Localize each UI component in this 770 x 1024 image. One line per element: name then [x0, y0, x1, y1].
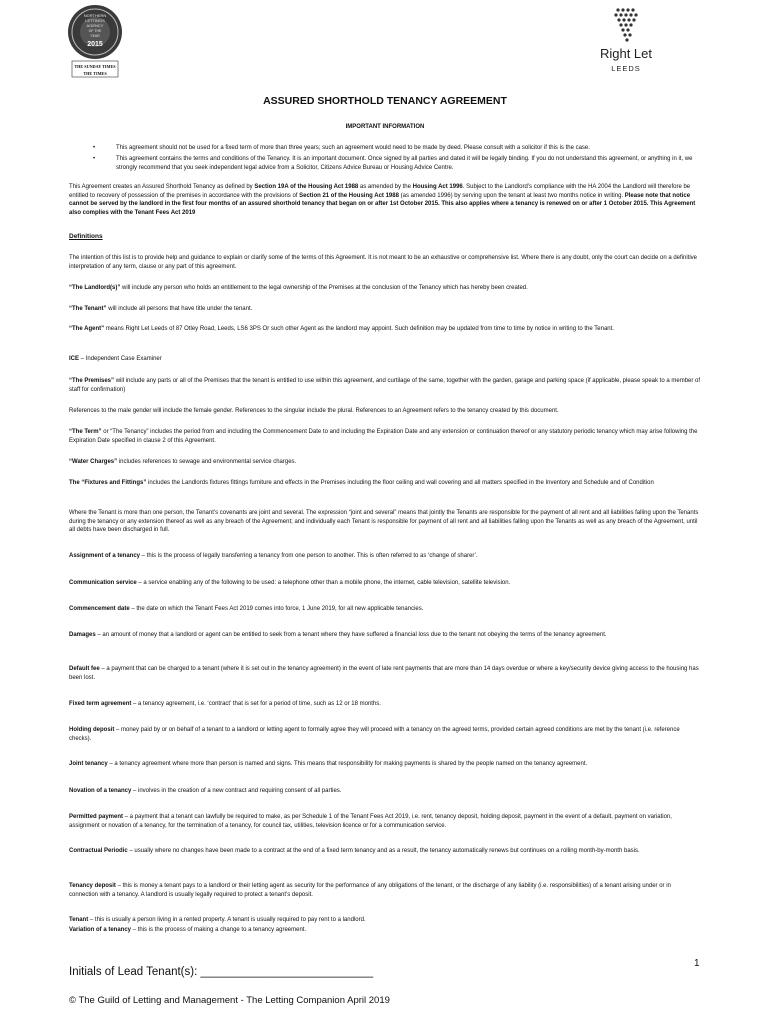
definition-item: Communication service – a service enabling any of the following to be used: a telephone other than a mobile phone, the internet, cable television, satellite television.	[69, 580, 511, 586]
information-bullet	[93, 155, 703, 173]
svg-text:THE TIMES: THE TIMES	[83, 71, 107, 76]
svg-text:LETTINGS: LETTINGS	[85, 18, 105, 23]
definition-item: Fixed term agreement – a tenancy agreement, i.e. ‘contract’ that is set for a period of time, such as 12 or 18 months.	[69, 701, 381, 707]
definition-item: ICE – Independent Case Examiner	[69, 356, 162, 362]
information-bullet	[93, 144, 703, 153]
definition-item: Tenancy deposit – this is money a tenant pays to a landlord or their letting agent as security for the performance of any obligations of the tenant, or the discharge of any liability (i.e. responsibilities) of a tenant arising under or in connection with a tenancy. A landlord is usually legally required to protect a tenant’s deposit.	[69, 883, 671, 898]
document-title: ASSURED SHORTHOLD TENANCY AGREEMENT	[263, 95, 507, 107]
brand-city: LEEDS	[611, 64, 641, 73]
definitions-heading: Definitions	[69, 233, 103, 240]
bullet-text: This agreement contains the terms and conditions of the Tenancy. It is an important document. Once signed by all parties and dated it will be legally binding. If you do not understand this agreement, or anything in it, we strongly recommend that you seek independent legal advice from a Solicitor, Citizens Advice Bureau or Housing Advice Centre.	[116, 156, 693, 171]
definition-item: “The Agent” means Right Let Leeds of 87 Otley Road, Leeds, LS6 3PS Or such other Agent as the landlord may appoint. Such definition may be updated from time to time by notice in writing to the Tenant.	[69, 326, 614, 332]
svg-text:AGENCY: AGENCY	[86, 23, 104, 28]
bullet-icon: •	[93, 156, 96, 162]
intro-paragraph: This Agreement creates an Assured Shorthold Tenancy as defined by Section 19A of the Housing Act 1988 as amended by the Housing Act 1996. Subject to the Landlord’s compliance with the HA 2004 the Landlord will therefore be entitled to recovery of possession of the premises in accordance with the provisions of Section 21 of the Housing Act 1988 (as amended 1996) by serving upon the tenant at least two months notice in writing. Please note that notice cannot be served by the landlord in the first four months of an assured shorthold tenancy that began on or after 1st October 2015. This also applies where a tenancy is renewed on or after 1 October 2015. This Agreement also complies with the Tenant Fees Act 2019	[69, 184, 696, 216]
definition-item: Permitted payment – a payment that a tenant can lawfully be required to make, as per Schedule 1 of the Tenant Fees Act 2019, i.e. rent, tenancy deposit, holding deposit, payment in the event of a default, payment on variation, assignment or novation of a tenancy, for the termination of a tenancy, for council tax, utilities, television licence or for a communication service.	[69, 814, 672, 829]
definition-item: The “Fixtures and Fittings” includes the Landlords fixtures fittings furniture and effects in the Premises including the floor ceiling and wall covering and all matters specified in the Inventory and Schedule and of Condition	[69, 480, 654, 486]
definition-item: Default fee – a payment that can be charged to a tenant (where it is set out in the tenancy agreement) in the event of late rent payments that are more than 14 days overdue or where a key/security device giving access to the housing has been lost.	[69, 666, 699, 681]
svg-text:THE SUNDAY TIMES: THE SUNDAY TIMES	[74, 64, 116, 69]
brand-name: Right Let	[599, 46, 653, 61]
definition-item: References to the male gender will include the female gender. References to the singular include the plural. References to an Agreement refers to the tenancy created by this document.	[69, 408, 559, 414]
svg-text:NORTHERN: NORTHERN	[83, 13, 107, 18]
bullet-text: This agreement should not be used for a fixed term of more than three years; such an agreement would need to be made by deed. Please consult with a solicitor if this is the case.	[116, 145, 590, 151]
svg-text:YEAR: YEAR	[90, 34, 100, 38]
definition-item: “The Tenant” will include all persons that have title under the tenant.	[69, 306, 253, 312]
definition-item: Damages – an amount of money that a landlord or agent can be entitled to seek from a tenant where they have suffered a financial loss due to the tenant not obeying the terms of the tenancy agreement.	[69, 632, 607, 638]
page-number: 1	[694, 958, 700, 969]
definition-item: “The Premises” will include any parts or all of the Premises that the tenant is entitled to use within this agreement, and curtilage of the same, together with the garden, garage and parking space (if applicable, please speak to a member of staff for confirmation)	[69, 378, 701, 393]
brand-dots-icon	[586, 6, 666, 44]
definitions-intro: The intention of this list is to provide help and guidance to explain or clarify some of the terms of this Agreement. It is not meant to be an exhaustive or comprehensive list. Where there is any doubt, only the court can decide on a definitive interpretation of any term, clause or any part of this agreement.	[69, 255, 698, 270]
definition-item: Variation of a tenancy – this is the process of making a change to a tenancy agreement.	[69, 927, 307, 933]
definition-item: “Water Charges” includes references to sewage and environmental service charges.	[69, 459, 297, 465]
definition-item: “The Landlord(s)” will include any person who holds an entitlement to the legal ownership of the Premises at the conclusion of the Tenancy which has hereby been created.	[69, 285, 528, 291]
award-badge-logo	[62, 4, 128, 78]
initials-field[interactable]: Initials of Lead Tenant(s): ___________________________	[69, 966, 374, 978]
definition-item: Where the Tenant is more than one person, the Tenant’s covenants are joint and several. The expression “joint and several” means that jointly the Tenants are responsible for the payment of all rent and all liabilities falling upon the Tenants during the tenancy or any extension thereof as well as any breach of the Agreement; and individually each Tenant is responsible for payment of all rent and all liabilities falling upon the Tenants as well as any breach of the Agreement, until all debts have been discharged in full.	[69, 510, 699, 533]
definition-item: Assignment of a tenancy – this is the process of legally transferring a tenancy from one person to another. This is often referred to as ‘change of sharer’.	[69, 553, 478, 559]
definition-item: Novation of a tenancy – involves in the creation of a new contract and requiring consent of all parties.	[69, 788, 342, 794]
copyright-footer: © The Guild of Letting and Management - The Letting Companion April 2019	[69, 995, 390, 1006]
definition-item: Tenant – this is usually a person living in a rented property. A tenant is usually required to pay rent to a landlord.	[69, 917, 366, 923]
definition-item: Commencement date – the date on which the Tenant Fees Act 2019 comes into force, 1 June 2019, for all new applicable tenancies.	[69, 606, 424, 612]
definition-item: Joint tenancy – a tenancy agreement where more than person is named and signs. This means that responsibility for making payments is shared by the people named on the tenancy agreement.	[69, 761, 588, 767]
svg-text:2015: 2015	[87, 41, 103, 48]
svg-text:OF THE: OF THE	[88, 29, 102, 33]
bullet-icon: •	[93, 145, 96, 151]
definition-item: Contractual Periodic – usually where no changes have been made to a contract at the end of a fixed term tenancy and as a result, the tenancy automatically renews but continues on a rolling month-by-month basis.	[69, 848, 640, 854]
definition-item: Holding deposit – money paid by or on behalf of a tenant to a landlord or letting agent to formally agree they will proceed with a tenancy on the agreed terms, provided certain agreed conditions are met by the tenant (i.e. reference checks).	[69, 727, 680, 742]
important-information-heading: IMPORTANT INFORMATION	[345, 124, 425, 130]
brand-logo	[586, 6, 666, 78]
definition-item: “The Term” or “The Tenancy” includes the period from and including the Commencement Date to and including the Expiration Date and any extension or continuation thereof or any statutory periodic tenancy which may arise following the Expiration Date specified in clause 2 of this Agreement.	[69, 429, 698, 444]
